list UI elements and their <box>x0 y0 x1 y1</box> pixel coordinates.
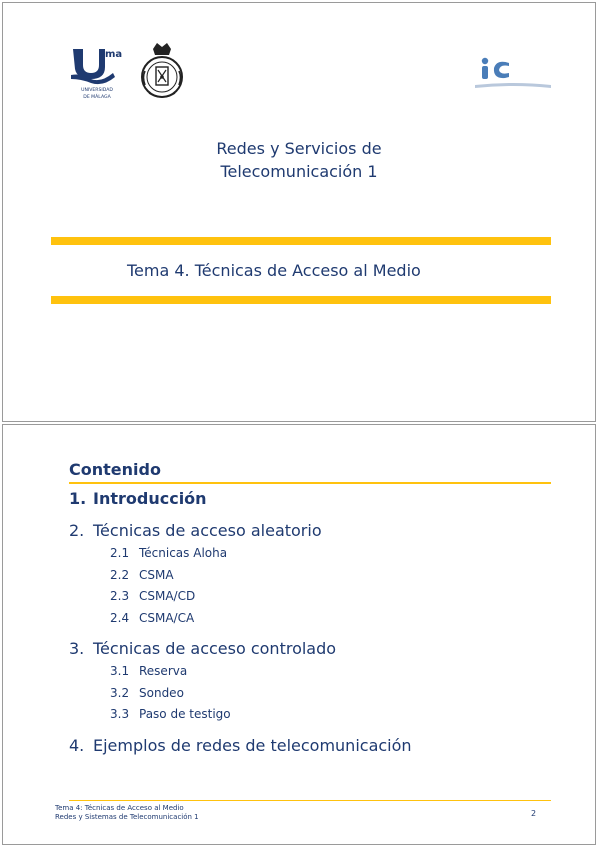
subsection-number: 3.3 <box>110 707 130 721</box>
table-of-contents <box>69 487 412 758</box>
subsection-number: 2.3 <box>110 589 130 603</box>
footer-line-2: Redes y Sistemas de Telecomunicación 1 <box>55 813 199 821</box>
subsection-label: CSMA <box>139 567 174 582</box>
section-number: 4. <box>69 735 85 755</box>
toc-subsection <box>69 683 412 705</box>
toc-section-1 <box>69 487 412 511</box>
svg-text:DE MÁLAGA: DE MÁLAGA <box>83 95 111 100</box>
toc-subsection <box>69 608 412 630</box>
footer-rule <box>69 800 551 801</box>
toc-section-2 <box>69 519 412 543</box>
svg-text:UNIVERSIDAD: UNIVERSIDAD <box>81 88 113 93</box>
footer-line-1: Tema 4: Técnicas de Acceso al Medio <box>55 804 184 812</box>
subsection-number: 2.2 <box>110 567 130 582</box>
toc-subsection <box>69 586 412 608</box>
section-number: 1. <box>69 489 87 508</box>
toc-section-3 <box>69 637 412 661</box>
subsection-number: 2.1 <box>110 546 130 560</box>
subsection-label: CSMA/CA <box>139 610 195 625</box>
subsection-number: 3.1 <box>110 664 130 678</box>
svg-text:ma: ma <box>105 49 123 60</box>
section-label: Ejemplos de redes de telecomunicación <box>93 735 412 755</box>
slide-1 <box>2 2 596 422</box>
slide-footer <box>55 804 199 822</box>
heading-rule <box>69 482 551 484</box>
section-number: 3. <box>69 639 85 658</box>
section-label: Técnicas de acceso controlado <box>93 639 337 658</box>
title-line-2: Telecomunicación 1 <box>220 162 378 181</box>
slide-2 <box>2 424 596 845</box>
section-number: 2. <box>69 521 85 540</box>
subsection-label: Paso de testigo <box>139 707 231 721</box>
university-seal-icon <box>139 41 185 101</box>
contents-heading: Contenido <box>69 460 161 479</box>
toc-subsection <box>69 704 412 726</box>
accent-bar-bottom <box>51 296 551 304</box>
ic-logo <box>473 51 553 91</box>
accent-bar-top <box>51 237 551 245</box>
section-label: Técnicas de acceso aleatorio <box>93 521 322 540</box>
section-label: Introducción <box>93 489 207 508</box>
toc-subsection <box>69 543 412 565</box>
toc-subsection <box>69 661 412 683</box>
subsection-label: CSMA/CD <box>139 589 196 603</box>
subsection-label: Reserva <box>139 664 188 678</box>
toc-section-4 <box>69 734 412 758</box>
toc-subsection <box>69 565 412 587</box>
title-line-1: Redes y Servicios de <box>216 139 382 158</box>
uma-logo <box>69 43 125 101</box>
tema-title: Tema 4. Técnicas de Acceso al Medio <box>127 261 421 280</box>
presentation-title <box>3 137 595 183</box>
subsection-number: 3.2 <box>110 685 130 700</box>
page-number: 2 <box>531 809 537 818</box>
subsection-number: 2.4 <box>110 610 130 625</box>
subsection-label: Sondeo <box>139 685 184 700</box>
subsection-label: Técnicas Aloha <box>139 546 228 560</box>
